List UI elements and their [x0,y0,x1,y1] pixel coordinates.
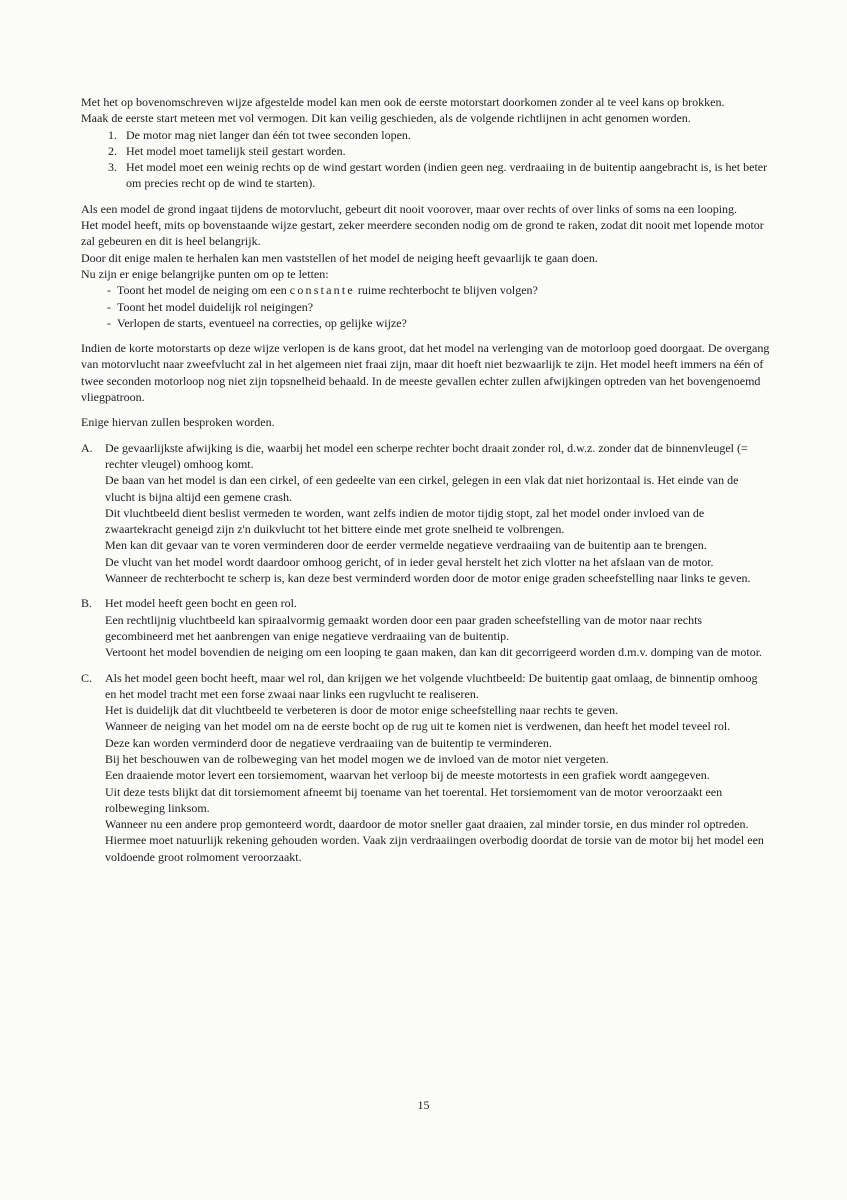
list-text: Toont het model de neiging om een constante ruime rechterbocht te blijven volgen? [117,283,538,298]
section-paragraph: Uit deze tests blijkt dat dit torsiemoment afneemt bij toename van het toerental. Het torsiemoment van de motor veroorzaakt een rolbeweging linksom. [105,784,723,815]
list-number: 1. [108,127,117,142]
checkpoints-list [81,282,771,331]
section-letter: B. [81,596,93,611]
section-body [105,440,771,587]
section-paragraph: Een draaiende motor levert een torsiemoment, waarvan het verloop bij de meeste motortests in een grafiek wordt aangegeven. [105,768,710,783]
section-paragraph: Het model heeft geen bocht en geen rol. [105,596,297,611]
dash-mark: - [107,299,111,314]
intro-paragraph-1: Met het op bovenomschreven wijze afgestelde model kan men ook de eerste motorstart doorkomen zonder al te veel kans op brokken. [81,95,725,109]
list-text: Verlopen de starts, eventueel na correcties, op gelijke wijze? [117,315,407,330]
section-paragraph: De gevaarlijkste afwijking is die, waarbij het model een scherpe rechter bocht draait zonder rol, d.w.z. zonder dat de binnenvleugel (= rechter vleugel) omhoog komt. [105,440,748,471]
section-paragraph: Deze kan worden verminderd door de negatieve verdraaiing van de buitentip te verminderen. [105,735,552,750]
list-item [81,299,771,315]
middle-paragraph-4: Nu zijn er enige belangrijke punten om op te letten: [81,266,329,281]
section-paragraph: Dit vluchtbeeld dient beslist vermeden te worden, want zelfs indien de motor tijdig stopt, zal het model onder invloed van de zwaartekracht geneigd zijn z'n duikvlucht tot het bittere einde met grote snelheid te volbrengen. [105,505,705,537]
middle-paragraph-3: Door dit enige malen te herhalen kan men vaststellen of het model de neiging heeft gevaarlijk te gaan doen. [81,250,598,265]
section-paragraph: Het is duidelijk dat dit vluchtbeeld te verbeteren is door de motor enige scheefstelling naar rechts te geven. [105,703,619,718]
middle-paragraph-1: Als een model de grond ingaat tijdens de motorvlucht, gebeurt dit nooit voorover, maar over rechts of over links of soms na een looping. [81,201,738,216]
section-body [105,670,771,866]
list-item [81,143,771,159]
page-content [81,94,771,865]
section-letter: C. [81,670,93,685]
enige-paragraph: Enige hiervan zullen besproken worden. [81,415,275,430]
section-b [81,595,771,660]
list-text: Het model moet een weinig rechts op de wind gestart worden (indien geen neg. verdraaiing in de buitentip aangebracht is, is het beter om precies recht op de wind te starten). [126,160,768,191]
section-paragraph: Wanneer nu een andere prop gemonteerd wordt, daardoor de motor sneller gaat draaien, zal minder torsie, en dus minder rol optreden. [105,817,749,832]
dash-mark: - [107,283,111,298]
list-text: De motor mag niet langer dan één tot twee seconden lopen. [126,127,411,142]
list-item [81,127,771,143]
section-paragraph: Als het model geen bocht heeft, maar wel rol, dan krijgen we het volgende vluchtbeeld: De buitentip gaat omlaag, de binnentip omhoog en het model tracht met een forse zwaai naar links een rugvlucht te realiseren. [105,670,758,701]
section-paragraph: Hiermee moet natuurlijk rekening gehouden worden. Vaak zijn verdraaiingen overbodig doordat de torsie van de motor bij het model een voldoende groot rolmoment veroorzaakt. [105,833,764,864]
list-item [81,159,771,192]
start-guidelines-list [81,127,771,192]
section-paragraph: Bij het beschouwen van de rolbeweging van het model mogen we de invloed van de motor niet vergeten. [105,751,609,766]
list-text: Toont het model duidelijk rol neigingen? [117,299,314,314]
section-c [81,670,771,866]
section-paragraph: De baan van het model is dan een cirkel, of een gedeelte van een cirkel, gelegen in een vlak dat niet horizontaal is. Het einde van de vlucht is bijna altijd een gemene crash. [105,473,739,504]
section-paragraph: Wanneer de rechterbocht te scherp is, kan deze best verminderd worden door de motor enige graden scheefstelling naar links te geven. [105,571,751,586]
section-paragraph: Men kan dit gevaar van te voren verminderen door de eerder vermelde negatieve verdraaiing van de buitentip aan te brengen. [105,538,707,553]
section-paragraph: Vertoont het model bovendien de neiging om een looping te gaan maken, dan kan dit gecorrigeerd worden d.m.v. domping van de motor. [105,645,763,660]
list-number: 3. [108,160,117,175]
section-letter: A. [81,440,93,455]
intro-paragraph-2: Maak de eerste start meteen met vol vermogen. Dit kan veilig geschieden, als de volgende richtlijnen in acht genomen worden. [81,111,691,126]
section-a [81,440,771,587]
indien-paragraph: Indien de korte motorstarts op deze wijze verlopen is de kans groot, dat het model na verlenging van de motorloop goed doorgaat. De overgang van motorvlucht naar zweefvlucht zal in het algemeen niet fraai zijn, maar dit hoeft niet bezwaarlijk te zijn. Het model heeft immers na één of twee seconden motorloop nog niet zijn topsnelheid behaald. In de meeste gevallen echter zullen afwijkingen optreden van het bovengenoemd vliegpatroon. [81,341,770,405]
list-text: Het model moet tamelijk steil gestart worden. [126,143,346,158]
list-item [81,315,771,331]
middle-paragraph-2: Het model heeft, mits op bovenstaande wijze gestart, zeker meerdere seconden nodig om de grond te raken, zodat dit nooit met lopende motor zal gebeuren en dit is heel belangrijk. [81,218,764,249]
section-paragraph: Een rechtlijnig vluchtbeeld kan spiraalvormig gemaakt worden door een paar graden scheefstelling van de motor naar rechts gecombineerd met het aanbrengen van enige negatieve verdraaiing van de buitentip. [105,612,703,643]
section-body [105,595,771,660]
section-paragraph: De vlucht van het model wordt daardoor omhoog gericht, of in ieder geval herstelt het zich vlotter na het afslaan van de motor. [105,554,714,569]
list-number: 2. [108,143,117,158]
dash-mark: - [107,315,111,330]
section-paragraph: Wanneer de neiging van het model om na de eerste bocht op de rug uit te komen niet is verdwenen, dan heeft het model teveel rol. [105,719,731,734]
spaced-emphasis: constante [289,283,355,298]
page-number: 15 [417,1098,430,1112]
list-item [81,282,771,298]
